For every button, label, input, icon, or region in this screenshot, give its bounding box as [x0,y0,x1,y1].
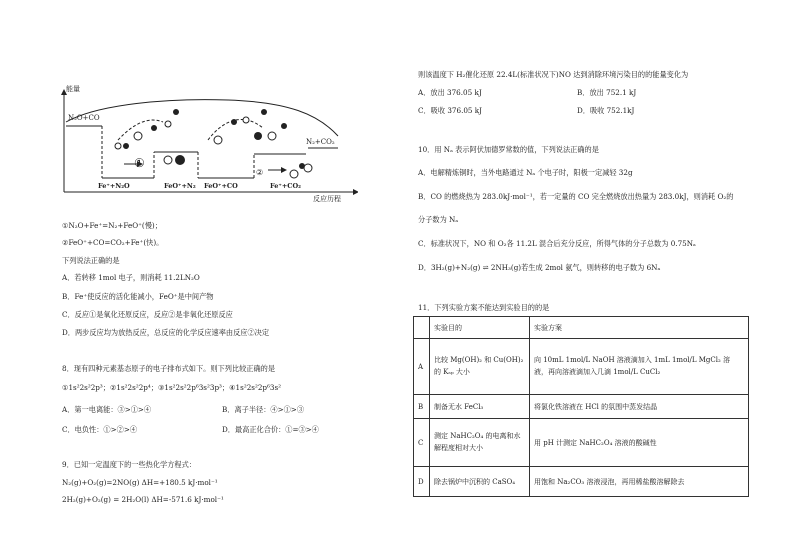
header-plan: 实验方案 [530,317,749,339]
q8-configs: ①1s²2s²2p³；②1s²2s²2p⁴；③1s²2s²2p⁶3s²3p³；④1s²2s²2p⁶3s² [62,383,282,392]
row-key: C [414,419,430,467]
q9-eq-1: N₂(g)+O₂(g)=2NO(g) ΔH=+180.5 kJ·mol⁻¹ [62,478,218,487]
header-key [414,317,430,339]
energy-curve [66,100,338,136]
q9-eq-2: 2H₂(g)+O₂(g) = 2H₂O(l) ΔH=-571.6 kJ·mol⁻¹ [62,495,224,504]
q7-option-c: C．反应①是氧化还原反应，反应②是非氧化还原反应 [62,310,233,319]
q9-option-c: C．吸收 376.05 kJ [418,106,483,115]
row-key: D [414,467,430,497]
bottom-label-3: FeO⁺+CO [204,182,238,190]
q10-option-b-line1: B．CO 的燃烧热为 283.0kJ·mol⁻¹，若一定量的 CO 完全燃烧放出热量为 283.0kJ，则消耗 O₂的 [418,192,734,201]
q9-option-d: D．吸收 752.1kJ [577,106,635,115]
row-plan: 向 10mL 1mol/L NaOH 溶液滴加入 1mL 1mol/L MgCl₂ 溶液，再向溶液滴加入几滴 1mol/L CuCl₂ [530,339,749,395]
x-axis-label: 反应历程 [313,195,341,203]
q9-option-a: A．放出 376.05 kJ [418,88,482,97]
q10-option-c: C．标准状况下，NO 和 O₂各 11.2L 混合后充分反应，所得气体的分子总数为 0.75Nₐ [418,239,696,248]
q7-option-b: B．Fe⁺使反应的活化能减小，FeO⁺是中间产物 [62,292,214,301]
q8-option-c: C．电负性：①>②>④ [62,425,138,434]
row-plan: 将氯化铁溶液在 HCl 的氛围中蒸发结晶 [530,395,749,419]
row-goal: 除去锅炉中沉积的 CaSO₄ [430,467,530,497]
q7-option-d: D．两步反应均为放热反应，总反应的化学反应速率由反应②决定 [62,328,270,337]
energy-diagram [58,84,358,206]
q10-option-a: A．电解精炼铜时，当外电路通过 Nₐ 个电子时，阳极一定减轻 32g [418,168,633,177]
row-goal: 制备无水 FeCl₃ [430,395,530,419]
q9-stem: 9．已知一定温度下的一些热化学方程式： [62,460,196,469]
row-goal: 比较 Mg(OH)₂ 和 Cu(OH)₂ 的 Kₛₚ 大小 [430,339,530,395]
step1-label: ① [134,156,145,170]
table-row [414,395,749,419]
table-row [414,339,749,395]
table-row [414,467,749,497]
row-goal: 测定 NaHC₂O₄ 的电离和水解程度相对大小 [430,419,530,467]
q8-option-d: D．最高正化合价：①=③>④ [222,425,319,434]
bottom-label-1: Fe⁺+N₂O [98,182,130,190]
bottom-label-2: FeO⁺+N₂ [164,182,196,190]
q8-option-a: A．第一电离能：③>①>④ [62,405,152,414]
q7-stem: 下列说法正确的是 [62,256,120,265]
row-key: A [414,339,430,395]
end-label: N₂+CO₂ [306,138,335,146]
step2-label: ② [256,168,264,177]
q8-option-b: B．离子半径：④>①>③ [222,405,305,414]
q10-stem: 10．用 Nₐ 表示阿伏加德罗常数的值，下列说法正确的是 [418,145,599,154]
row-plan: 用饱和 Na₂CO₃ 溶液浸泡，再用稀盐酸溶解除去 [530,467,749,497]
y-axis-label: 能量 [66,85,80,93]
q8-stem: 8．现有四种元素基态原子的电子排布式如下。则下列比较正确的是 [62,364,276,373]
table-header [414,317,749,339]
q7-option-a: A．若转移 1mol 电子，则消耗 11.2LN₂O [62,273,200,282]
bottom-label-4: Fe⁺+CO₂ [270,182,301,190]
row-plan: 用 pH 计测定 NaHC₂O₄ 溶液的酸碱性 [530,419,749,467]
reaction-eq-2: ②FeO⁺+CO=CO₂+Fe⁺(快)。 [62,238,164,247]
experiment-table [413,316,749,497]
reaction-eq-1: ①N₂O+Fe⁺=N₂+FeO⁺(慢)； [62,221,162,230]
start-label: N₂O+CO [68,114,100,122]
header-goal: 实验目的 [430,317,530,339]
table-row [414,419,749,467]
row-key: B [414,395,430,419]
q9-continued: 则该温度下 H₂催化还原 22.4L(标准状况下)NO 达到消除环境污染目的的能量变化为 [418,70,689,79]
q10-option-d: D．3H₂(g)+N₂(g) ⇌ 2NH₃(g)若生成 2mol 氨气，则转移的电子数为 6Nₐ [418,263,661,272]
q9-option-b: B．放出 752.1 kJ [577,88,637,97]
q10-option-b-line2: 分子数为 Nₐ [418,215,459,224]
q11-stem: 11．下列实验方案不能达到实验目的的是 [418,303,550,312]
